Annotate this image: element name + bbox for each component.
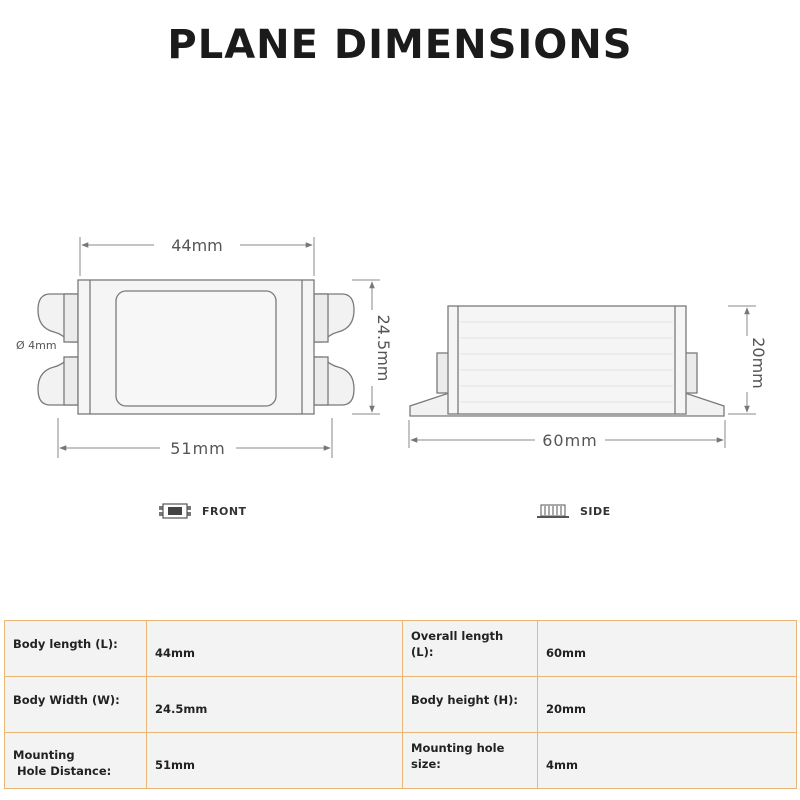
spec-label [5,733,147,789]
spec-value: 44mm [147,621,403,677]
spec-value: 20mm [538,677,797,733]
table-row [5,733,797,789]
spec-label: Body length (L): [5,621,147,677]
front-hole-diameter: Ø 4mm [16,339,57,352]
spec-value: 4mm [538,733,797,789]
spec-label: Body Width (W): [5,677,147,733]
table-row [5,677,797,733]
spec-value: 60mm [538,621,797,677]
side-dim-20: 20mm [749,337,768,389]
spec-value: 51mm [147,733,403,789]
front-dim-24-5: 24.5mm [374,314,393,382]
front-dim-44: 44mm [171,236,223,255]
front-view [38,280,354,414]
legend-front [158,503,247,519]
legend-side [536,503,611,519]
spec-label: Overall length (L): [403,621,538,677]
spec-value: 24.5mm [147,677,403,733]
front-label-window [116,291,276,406]
side-dim-60: 60mm [542,431,598,450]
legend-side-label: SIDE [580,504,611,518]
side-view-icon [536,503,570,519]
front-dim-51: 51mm [170,439,226,458]
table-row [5,621,797,677]
page-title: PLANE DIMENSIONS [167,22,633,68]
spec-label-line: Hole Distance: [17,763,112,778]
spec-label: Body height (H): [403,677,538,733]
spec-label-line: Mounting [13,747,75,762]
spec-label: Mounting hole size: [403,733,538,789]
front-view-icon [158,503,192,519]
legend-front-label: FRONT [202,504,247,518]
spec-table [4,620,797,789]
